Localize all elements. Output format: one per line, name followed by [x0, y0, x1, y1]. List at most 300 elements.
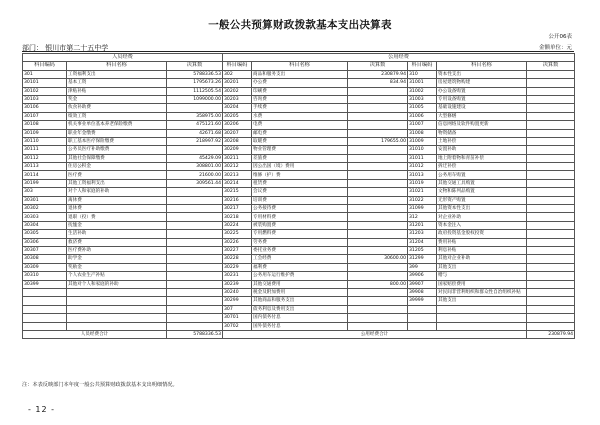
table-cell: [167, 297, 223, 305]
table-cell: [348, 188, 408, 196]
table-cell: 电费: [252, 121, 348, 129]
table-cell: [167, 205, 223, 213]
table-cell: 其他对企业补助: [437, 255, 527, 263]
table-cell: [348, 146, 408, 154]
table-cell: [167, 188, 223, 196]
table-cell: 1099000.00: [167, 95, 223, 103]
table-row: [23, 188, 575, 196]
table-cell: 31003: [408, 95, 437, 103]
column-header: 决算数: [527, 62, 575, 70]
table-cell: 30111: [23, 146, 67, 154]
table-cell: 30108: [23, 121, 67, 129]
table-cell: 职工基本医疗保险缴费: [67, 137, 167, 145]
table-cell: 31019: [408, 179, 437, 187]
table-cell: [67, 297, 167, 305]
table-cell: 因公出国（境）费用: [252, 163, 348, 171]
table-cell: 31013: [408, 171, 437, 179]
column-header: 科目编码: [23, 62, 67, 70]
table-cell: 30207: [223, 129, 252, 137]
table-cell: [348, 121, 408, 129]
table-cell: 31001: [408, 79, 437, 87]
table-cell: 30212: [223, 163, 252, 171]
public-total-value: 230879.94: [527, 330, 575, 338]
column-header: 决算数: [167, 62, 223, 70]
table-cell: 费用补贴: [437, 238, 527, 246]
table-cell: [527, 288, 575, 296]
table-cell: 30199: [23, 179, 67, 187]
table-cell: 30225: [223, 230, 252, 238]
table-cell: 31002: [408, 87, 437, 95]
table-row: [23, 70, 575, 78]
table-cell: 45429.09: [167, 154, 223, 162]
table-cell: 30109: [23, 129, 67, 137]
table-cell: [348, 154, 408, 162]
table-cell: [527, 179, 575, 187]
table-cell: 被装购置费: [252, 221, 348, 229]
table-cell: 医疗费补助: [67, 246, 167, 254]
table-cell: [348, 305, 408, 313]
table-cell: 31006: [408, 112, 437, 120]
table-cell: 31021: [408, 188, 437, 196]
table-cell: [527, 104, 575, 112]
table-cell: 39907: [408, 280, 437, 288]
table-cell: 30307: [23, 246, 67, 254]
table-cell: 其他商品和服务支出: [252, 297, 348, 305]
column-header-row: [23, 62, 575, 70]
table-cell: 302: [223, 70, 252, 78]
table-row: [23, 95, 575, 103]
table-cell: 310: [408, 70, 437, 78]
table-cell: 308801.00: [167, 163, 223, 171]
table-cell: [23, 322, 67, 330]
table-cell: 30217: [223, 205, 252, 213]
table-cell: 对民间非营利组织和群众性自治组织补贴: [437, 288, 527, 296]
table-cell: [167, 238, 223, 246]
table-cell: [348, 288, 408, 296]
table-row: [23, 87, 575, 95]
table-cell: [167, 280, 223, 288]
table-cell: 职业年金缴费: [67, 129, 167, 137]
table-cell: 30218: [223, 213, 252, 221]
section-header-row: [23, 54, 575, 62]
table-cell: 30206: [223, 121, 252, 129]
table-cell: 31022: [408, 196, 437, 204]
table-cell: [167, 322, 223, 330]
table-cell: [527, 70, 575, 78]
table-cell: [527, 221, 575, 229]
table-cell: 其他支出: [437, 263, 527, 271]
table-cell: 基础设施建设: [437, 104, 527, 112]
table-cell: [348, 246, 408, 254]
table-cell: 30203: [223, 95, 252, 103]
table-cell: 个人农业生产补贴: [67, 272, 167, 280]
table-cell: 301: [23, 70, 67, 78]
table-cell: 培训费: [252, 196, 348, 204]
table-cell: 39908: [408, 288, 437, 296]
table-cell: 30305: [23, 230, 67, 238]
table-cell: [527, 196, 575, 204]
table-row: [23, 196, 575, 204]
table-cell: [348, 163, 408, 171]
table-cell: 信息网络及软件购置更新: [437, 121, 527, 129]
table-cell: 退休费: [67, 205, 167, 213]
table-cell: 30308: [23, 255, 67, 263]
table-row: [23, 146, 575, 154]
table-cell: [348, 213, 408, 221]
table-cell: [23, 314, 67, 322]
table-cell: 水费: [252, 112, 348, 120]
table-cell: 公务员医疗补助缴费: [67, 146, 167, 154]
table-cell: 物业管理费: [252, 146, 348, 154]
table-cell: 其他社会保障缴费: [67, 154, 167, 162]
table-cell: [23, 297, 67, 305]
table-cell: 30304: [23, 221, 67, 229]
table-row: [23, 129, 575, 137]
table-cell: 309561.44: [167, 179, 223, 187]
table-cell: 30229: [223, 263, 252, 271]
table-cell: [348, 179, 408, 187]
table-cell: 物资储备: [437, 129, 527, 137]
table-cell: 离休费: [67, 196, 167, 204]
table-cell: 218997.92: [167, 137, 223, 145]
table-cell: [527, 205, 575, 213]
table-cell: 住房公积金: [67, 163, 167, 171]
column-header: 科目编码: [408, 62, 437, 70]
table-cell: [167, 305, 223, 313]
table-cell: 津贴补贴: [67, 87, 167, 95]
page-number: - 12 -: [28, 405, 56, 414]
table-cell: 其他支出: [437, 297, 527, 305]
table-cell: 文物和陈列品购置: [437, 188, 527, 196]
table-cell: 工资福利支出: [67, 70, 167, 78]
table-cell: 租赁费: [252, 179, 348, 187]
table-cell: 债务利息及费用支出: [252, 305, 348, 313]
table-cell: [527, 146, 575, 154]
table-cell: 30701: [223, 314, 252, 322]
table-cell: [527, 246, 575, 254]
table-cell: [348, 322, 408, 330]
table-cell: [67, 288, 167, 296]
table-cell: 赠与: [437, 272, 527, 280]
table-row: [23, 205, 575, 213]
column-header: 决算数: [348, 62, 408, 70]
table-cell: 无形资产购置: [437, 196, 527, 204]
table-cell: 30205: [223, 112, 252, 120]
table-cell: 30299: [223, 297, 252, 305]
table-cell: 30110: [23, 137, 67, 145]
table-cell: 30227: [223, 246, 252, 254]
table-cell: [437, 322, 527, 330]
table-cell: 39999: [408, 297, 437, 305]
table-cell: [167, 230, 223, 238]
table-cell: [348, 196, 408, 204]
table-cell: [67, 322, 167, 330]
table-cell: [167, 255, 223, 263]
table-cell: 31009: [408, 137, 437, 145]
table-row: [23, 272, 575, 280]
expenditure-table: [22, 53, 575, 339]
table-cell: 维修（护）费: [252, 171, 348, 179]
table-cell: [527, 305, 575, 313]
table-cell: 31203: [408, 230, 437, 238]
table-row: [23, 121, 575, 129]
table-cell: 医疗费: [67, 171, 167, 179]
table-cell: 福利费: [252, 263, 348, 271]
table-cell: [167, 288, 223, 296]
table-cell: 税金及附加费用: [252, 288, 348, 296]
table-cell: 奖金: [67, 95, 167, 103]
personnel-total-value: 5788336.53: [167, 330, 223, 338]
table-cell: [527, 137, 575, 145]
public-section-header: 公用经费: [223, 54, 575, 62]
table-cell: 抚恤金: [67, 221, 167, 229]
table-cell: [167, 272, 223, 280]
table-cell: 5788336.53: [167, 70, 223, 78]
table-cell: 拆迁补偿: [437, 163, 527, 171]
table-cell: 30201: [223, 79, 252, 87]
table-cell: 834.94: [348, 79, 408, 87]
table-cell: 安置补助: [437, 146, 527, 154]
table-row: [23, 280, 575, 288]
table-cell: [527, 255, 575, 263]
table-cell: 助学金: [67, 255, 167, 263]
table-cell: 机关事业单位基本养老保险缴费: [67, 121, 167, 129]
table-cell: 30306: [23, 238, 67, 246]
page-title: 一般公共预算财政拨款基本支出决算表: [208, 19, 392, 31]
table-cell: 工会经费: [252, 255, 348, 263]
table-cell: 31005: [408, 104, 437, 112]
form-number: 公开06表: [548, 34, 572, 40]
table-cell: [408, 314, 437, 322]
table-cell: 30303: [23, 213, 67, 221]
table-cell: 商品和服务支出: [252, 70, 348, 78]
table-cell: 30216: [223, 196, 252, 204]
table-cell: 专用燃料费: [252, 230, 348, 238]
table-cell: 专用材料费: [252, 213, 348, 221]
table-cell: [527, 154, 575, 162]
table-cell: 30239: [223, 280, 252, 288]
table-cell: 30702: [223, 322, 252, 330]
table-cell: 对企业补助: [437, 213, 527, 221]
table-cell: [348, 230, 408, 238]
table-cell: [167, 104, 223, 112]
personnel-total-label: 人员经费合计: [23, 330, 167, 338]
table-cell: [527, 79, 575, 87]
table-row: [23, 163, 575, 171]
table-cell: 399: [408, 263, 437, 271]
table-cell: 30214: [223, 179, 252, 187]
table-cell: [67, 305, 167, 313]
table-cell: 土地补偿: [437, 137, 527, 145]
table-cell: 国外债务付息: [252, 322, 348, 330]
table-cell: [348, 272, 408, 280]
table-cell: [167, 213, 223, 221]
table-cell: 大型修缮: [437, 112, 527, 120]
table-cell: 31011: [408, 154, 437, 162]
table-cell: [167, 221, 223, 229]
table-cell: 公务接待费: [252, 205, 348, 213]
table-cell: 31010: [408, 146, 437, 154]
table-cell: 303: [23, 188, 67, 196]
table-cell: 30103: [23, 95, 67, 103]
table-cell: 31008: [408, 129, 437, 137]
table-row: [23, 305, 575, 313]
table-cell: 基本工资: [67, 79, 167, 87]
table-cell: [348, 129, 408, 137]
table-row: [23, 213, 575, 221]
table-row: [23, 179, 575, 187]
table-cell: 邮电费: [252, 129, 348, 137]
table-cell: 其他交通费用: [252, 280, 348, 288]
table-cell: [527, 171, 575, 179]
table-cell: 办公费: [252, 79, 348, 87]
table-cell: [348, 104, 408, 112]
table-cell: [527, 322, 575, 330]
table-cell: 其他对个人和家庭的补助: [67, 280, 167, 288]
table-row: [23, 263, 575, 271]
table-cell: [23, 288, 67, 296]
table-cell: [348, 314, 408, 322]
table-cell: [527, 230, 575, 238]
table-cell: [348, 263, 408, 271]
table-cell: 475121.60: [167, 121, 223, 129]
table-cell: 30600.00: [348, 255, 408, 263]
table-cell: [408, 305, 437, 313]
table-cell: 资本性支出: [437, 70, 527, 78]
table-cell: 307: [223, 305, 252, 313]
table-cell: 资本金注入: [437, 221, 527, 229]
table-cell: 30215: [223, 188, 252, 196]
table-cell: 办公设备购置: [437, 87, 527, 95]
table-cell: 312: [408, 213, 437, 221]
table-cell: 30114: [23, 171, 67, 179]
table-cell: 30302: [23, 205, 67, 213]
table-cell: 31201: [408, 221, 437, 229]
table-row: [23, 314, 575, 322]
table-row: [23, 238, 575, 246]
public-total-label: 公用经费合计: [223, 330, 527, 338]
table-cell: [408, 322, 437, 330]
table-cell: 230879.94: [348, 70, 408, 78]
table-cell: 30399: [23, 280, 67, 288]
table-cell: 30102: [23, 87, 67, 95]
table-row: [23, 154, 575, 162]
table-cell: 劳务费: [252, 238, 348, 246]
table-cell: [527, 188, 575, 196]
table-cell: 伙食补助费: [67, 104, 167, 112]
table-cell: 印刷费: [252, 87, 348, 95]
table-cell: [167, 246, 223, 254]
column-header: 科目名称: [437, 62, 527, 70]
table-cell: 国内债务付息: [252, 314, 348, 322]
table-cell: 30213: [223, 171, 252, 179]
table-row: [23, 288, 575, 296]
table-row: [23, 230, 575, 238]
table-cell: 30112: [23, 154, 67, 162]
table-cell: [348, 95, 408, 103]
table-cell: 退职（役）费: [67, 213, 167, 221]
table-cell: [527, 314, 575, 322]
table-cell: [527, 112, 575, 120]
table-cell: [527, 213, 575, 221]
table-cell: 30107: [23, 112, 67, 120]
table-cell: [167, 314, 223, 322]
table-cell: 21600.00: [167, 171, 223, 179]
table-cell: 咨询费: [252, 95, 348, 103]
table-cell: 委托业务费: [252, 246, 348, 254]
department-label: 部门： 银川市第二十五中学: [22, 44, 109, 52]
table-cell: [437, 314, 527, 322]
table-cell: 对个人和家庭的补助: [67, 188, 167, 196]
table-cell: 救济费: [67, 238, 167, 246]
table-cell: [527, 87, 575, 95]
header-rule: [22, 51, 574, 52]
table-cell: 利息补贴: [437, 246, 527, 254]
table-cell: 30231: [223, 272, 252, 280]
table-cell: [67, 314, 167, 322]
table-cell: [527, 121, 575, 129]
table-cell: 1112505.54: [167, 87, 223, 95]
table-cell: 179655.00: [348, 137, 408, 145]
table-cell: 生活补助: [67, 230, 167, 238]
table-cell: 其他资本性支出: [437, 205, 527, 213]
table-cell: 房屋建筑物购建: [437, 79, 527, 87]
table-cell: 30211: [223, 154, 252, 162]
table-cell: 31205: [408, 246, 437, 254]
table-cell: 30209: [223, 146, 252, 154]
table-cell: [527, 280, 575, 288]
table-row: [23, 221, 575, 229]
table-cell: 公务用车购置: [437, 171, 527, 179]
table-cell: [167, 196, 223, 204]
table-cell: [23, 305, 67, 313]
footnote: 注：本表反映部门本年度一般公共预算财政拨款基本支出明细情况。: [22, 382, 178, 388]
table-cell: 政府投资基金股权投资: [437, 230, 527, 238]
table-cell: 30240: [223, 288, 252, 296]
table-cell: 专用设备购置: [437, 95, 527, 103]
table-row: [23, 79, 575, 87]
totals-row: [23, 330, 575, 338]
table-cell: 31099: [408, 205, 437, 213]
table-cell: 奖励金: [67, 263, 167, 271]
table-cell: [527, 272, 575, 280]
table-cell: 公务用车运行维护费: [252, 272, 348, 280]
table-cell: [527, 95, 575, 103]
table-cell: 30113: [23, 163, 67, 171]
column-header: 科目名称: [252, 62, 348, 70]
table-row: [23, 112, 575, 120]
table-cell: [348, 205, 408, 213]
table-row: [23, 322, 575, 330]
table-row: [23, 104, 575, 112]
table-row: [23, 255, 575, 263]
table-cell: [527, 263, 575, 271]
table-cell: [348, 87, 408, 95]
table-cell: 30208: [223, 137, 252, 145]
table-cell: [527, 129, 575, 137]
table-cell: 42671.68: [167, 129, 223, 137]
table-cell: [348, 112, 408, 120]
table-cell: 39906: [408, 272, 437, 280]
table-cell: [167, 263, 223, 271]
table-cell: [348, 171, 408, 179]
table-cell: 31012: [408, 163, 437, 171]
table-cell: 取暖费: [252, 137, 348, 145]
table-row: [23, 246, 575, 254]
table-cell: [348, 238, 408, 246]
table-cell: 手续费: [252, 104, 348, 112]
table-cell: [527, 297, 575, 305]
